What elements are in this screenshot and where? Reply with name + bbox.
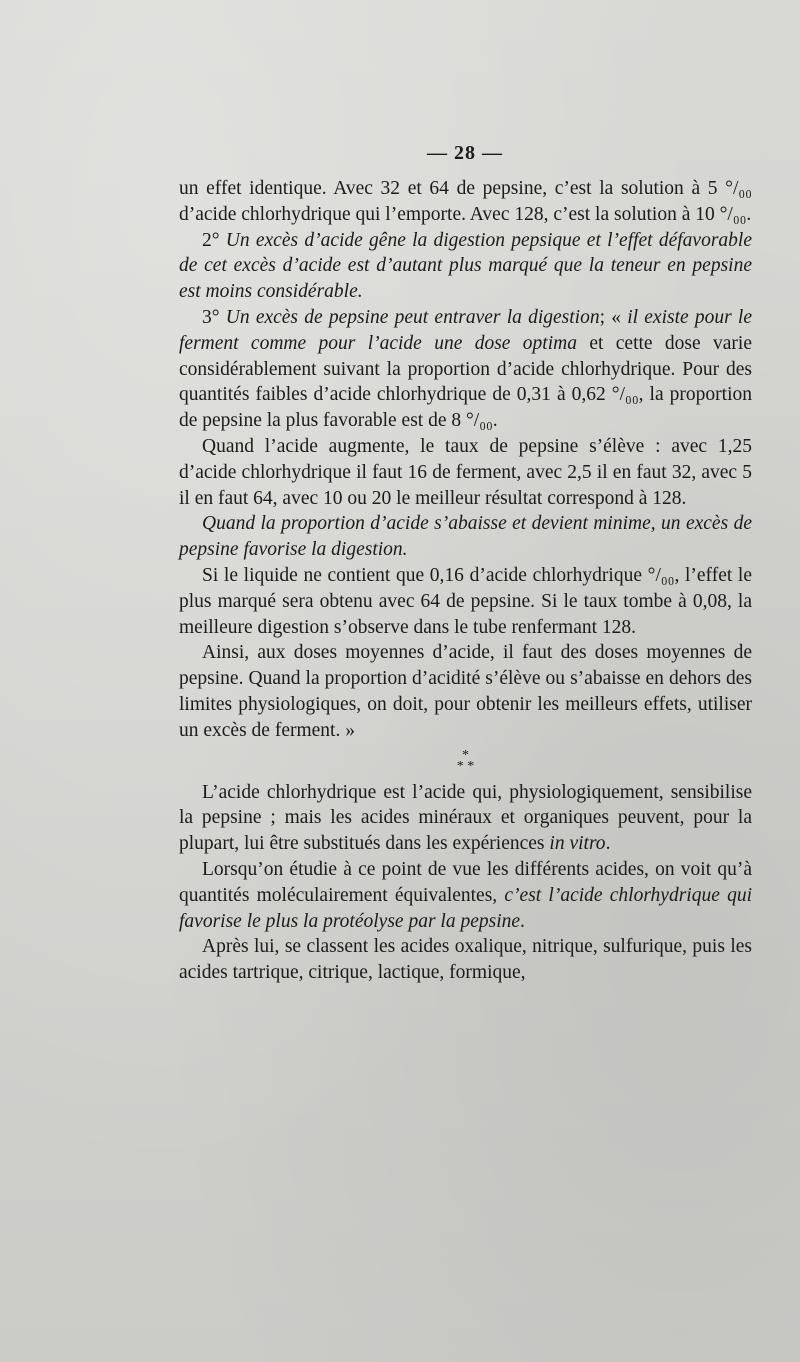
page-number: — 28 — [427, 142, 503, 164]
section-separator [179, 747, 752, 774]
separator-top: * [462, 747, 469, 763]
paragraph-7: Ainsi, aux doses moyennes d’acide, il faut des doses moyennes de pepsine. Quand la proportion d’acidité s’élève ou s’abaisse en dehors des limites physiologiques, on doit, pour obtenir les meilleurs effets, utiliser un excès de ferment. » [179, 642, 752, 741]
separator-bottom: * * [456, 758, 475, 774]
paragraph-6: Si le liquide ne contient que 0,16 d’acide chlorhydrique °/₀₀, l’effet le plus marqué sera obtenu avec 64 de pepsine. Si le taux tombe à 0,08, la meilleure digestion s’observe dans le tube renfermant 128. [179, 564, 752, 638]
paragraph-3: 3° Un excès de pepsine peut entraver la digestion; « il existe pour le ferment comme pour l’acide une dose optima et cette dose varie considérablement suivant la proportion d’acide chlorhydrique. Pour des quantités faibles d’acide chlorhydrique de 0,31 à 0,62 °/₀₀, la proportion de pepsine la plus favorable est de 8 °/₀₀. [179, 306, 752, 432]
paragraph-10: Après lui, se classent les acides oxalique, nitrique, sulfurique, puis les acides tartrique, citrique, lactique, formique, [179, 936, 752, 984]
paragraph-1: un effet identique. Avec 32 et 64 de pepsine, c’est la solution à 5 °/₀₀ d’acide chlorhydrique qui l’emporte. Avec 128, c’est la solution à 10 °/₀₀. [179, 178, 752, 225]
body-text [179, 176, 752, 986]
paragraph-2: 2° Un excès d’acide gêne la digestion pepsique et l’effet défavorable de cet excès d’acide est d’autant plus marqué que la teneur en pepsine est moins considérable. [179, 229, 752, 303]
paragraph-5: Quand la proportion d’acide s’abaisse et devient minime, un excès de pepsine favorise la digestion. [179, 513, 752, 561]
paragraph-4: Quand l’acide augmente, le taux de pepsine s’élève : avec 1,25 d’acide chlorhydrique il faut 16 de ferment, avec 2,5 il en faut 32, avec 5 il en faut 64, avec 10 ou 20 le meilleur résultat correspond à 128. [179, 435, 752, 509]
paragraph-9: Lorsqu’on étudie à ce point de vue les différents acides, on voit qu’à quantités moléculairement équivalentes, c’est l’acide chlorhydrique qui favorise le plus la protéolyse par la pepsine. [179, 858, 753, 932]
paragraph-8: L’acide chlorhydrique est l’acide qui, physiologiquement, sensibilise la pepsine ; mais les acides minéraux et organiques peuvent, pour la plupart, lui être substitués dans les expériences in vitro. [179, 781, 752, 855]
